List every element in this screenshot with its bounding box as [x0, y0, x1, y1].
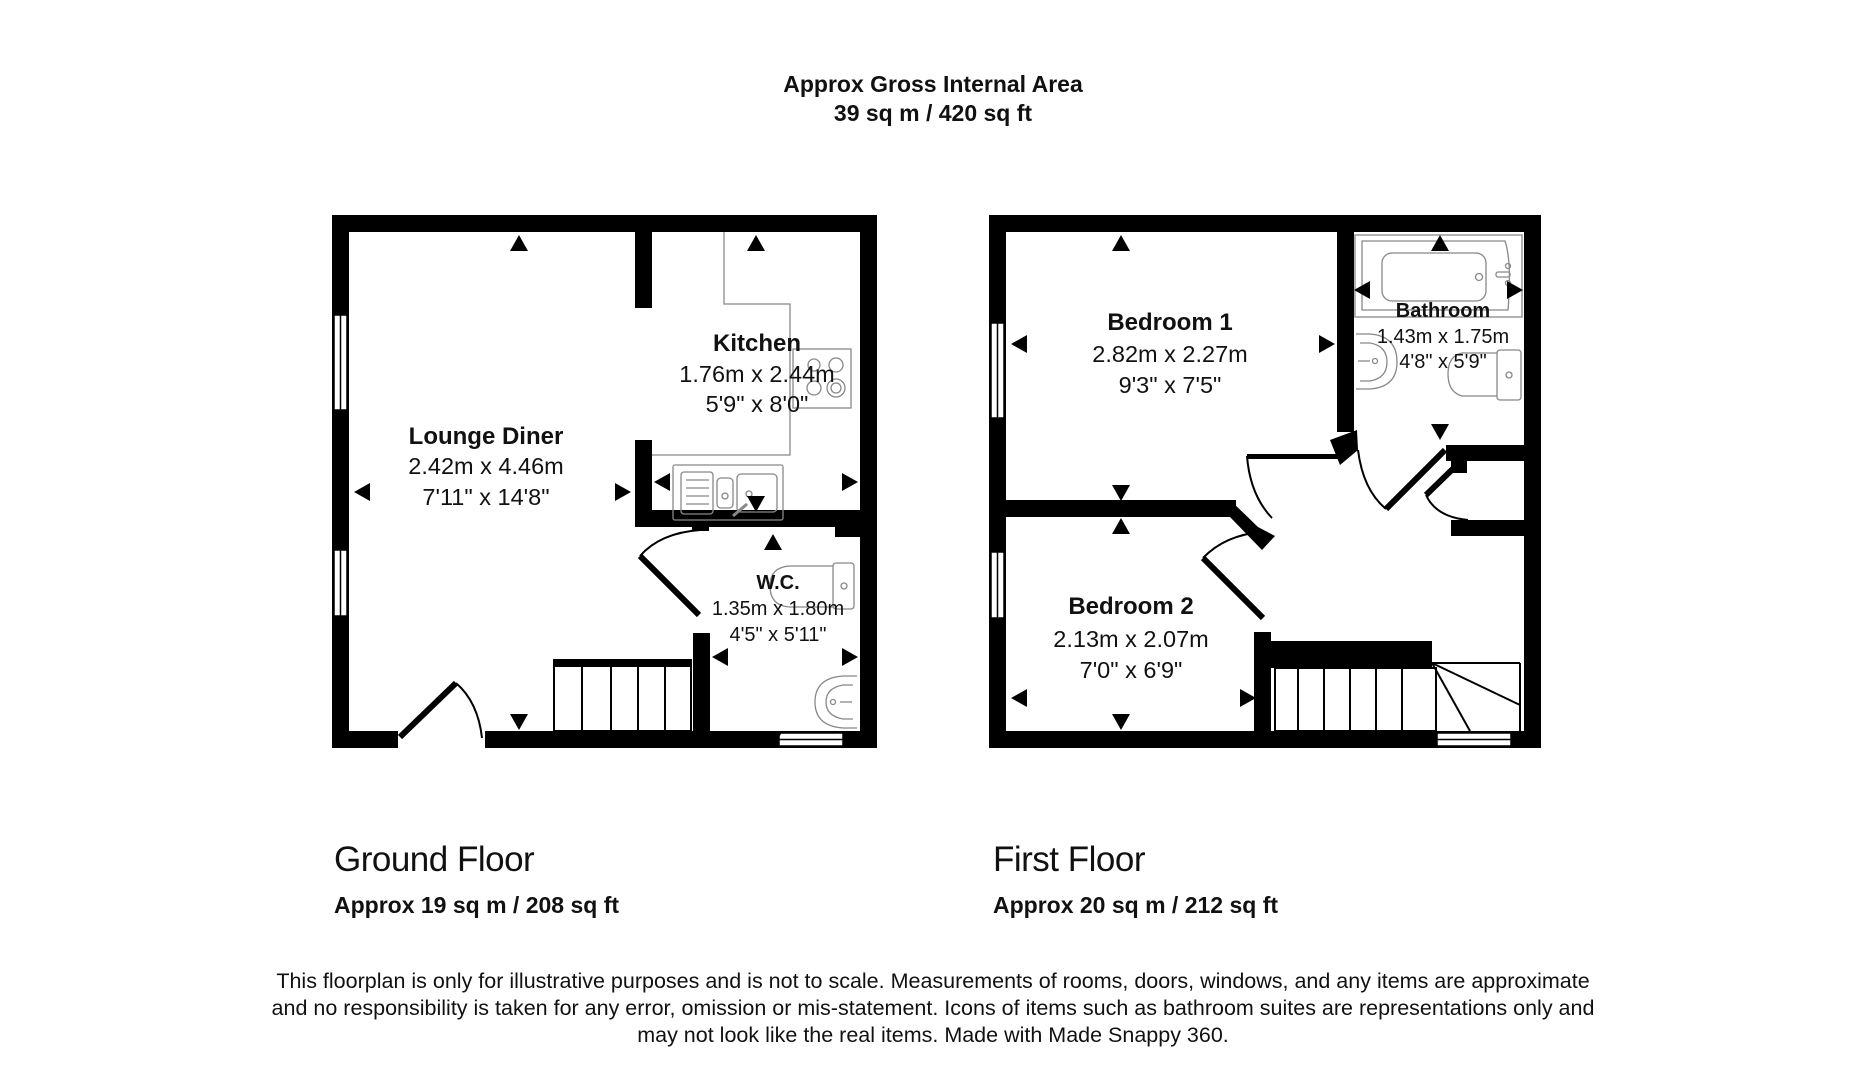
room-dimensions-metric: 1.76m x 2.44m [679, 361, 835, 387]
room-dimensions-imperial: 9'3" x 7'5" [1118, 372, 1222, 398]
disclaimer [0, 968, 1866, 1049]
basin-icon [815, 676, 857, 728]
first-floor-area: Approx 20 sq m / 212 sq ft [993, 892, 1279, 918]
first-floor-walls [989, 215, 1541, 748]
room-name: Bathroom [1395, 300, 1491, 322]
disclaimer-line-3: may not look like the real items. Made with Made Snappy 360. [637, 1023, 1229, 1047]
ground-floor-area: Approx 19 sq m / 208 sq ft [334, 892, 620, 918]
room-dimensions-metric: 1.43m x 1.75m [1376, 326, 1510, 348]
room-dimensions-metric: 2.13m x 2.07m [1053, 626, 1209, 652]
stairs-icon [554, 660, 691, 731]
window-icon [334, 550, 347, 616]
ground-floor-plan [332, 215, 877, 748]
door-swing-icon [640, 530, 700, 615]
room-label-wc [712, 572, 844, 646]
room-label-kitchen [679, 330, 834, 417]
stairs-icon [1275, 663, 1520, 731]
window-icon [1437, 733, 1511, 746]
room-dimensions-metric: 2.82m x 2.27m [1092, 341, 1248, 367]
first-floor-label: First Floor [993, 840, 1145, 879]
room-name: Bedroom 2 [1068, 593, 1194, 620]
door-swing-icon [400, 683, 482, 738]
ground-floor-label: Ground Floor [334, 840, 535, 879]
room-dimensions-imperial: 5'9" x 8'0" [705, 391, 809, 417]
room-dimensions-imperial: 7'0" x 6'9" [1079, 657, 1183, 683]
room-name: W.C. [756, 572, 800, 594]
room-dimensions-imperial: 4'8" x 5'9" [1399, 351, 1487, 373]
window-icon [991, 552, 1004, 618]
disclaimer-line-1: This floorplan is only for illustrative purposes and is not to scale. Measurements of rooms, doors, windows, and any items are approximate [276, 969, 1590, 993]
room-dimensions-imperial: 7'11" x 14'8" [422, 484, 550, 510]
room-label-bedroom-1 [1092, 309, 1247, 398]
room-name: Kitchen [712, 330, 802, 357]
title-line-2: 39 sq m / 420 sq ft [833, 100, 1033, 126]
first-floor-plan [989, 215, 1541, 748]
room-name: Lounge Diner [408, 423, 564, 450]
room-label-bedroom-2 [1053, 593, 1208, 683]
room-name: Bedroom 1 [1107, 309, 1233, 336]
room-label-lounge-diner [408, 423, 563, 510]
door-swing-icon [1358, 450, 1445, 509]
room-dimensions-metric: 2.42m x 4.46m [408, 453, 564, 479]
window-icon [991, 323, 1004, 418]
room-dimensions-imperial: 4'5" x 5'11" [729, 624, 827, 646]
room-dimensions-metric: 1.35m x 1.80m [711, 598, 845, 620]
window-icon [334, 315, 347, 410]
door-swing-icon [1203, 532, 1263, 618]
window-icon [779, 733, 843, 746]
door-swing-icon [1247, 456, 1272, 518]
disclaimer-line-2: and no responsibility is taken for any error, omission or mis-statement. Icons of items such as bathroom suites are representations only and [271, 996, 1595, 1020]
title-line-1: Approx Gross Internal Area [783, 71, 1083, 97]
